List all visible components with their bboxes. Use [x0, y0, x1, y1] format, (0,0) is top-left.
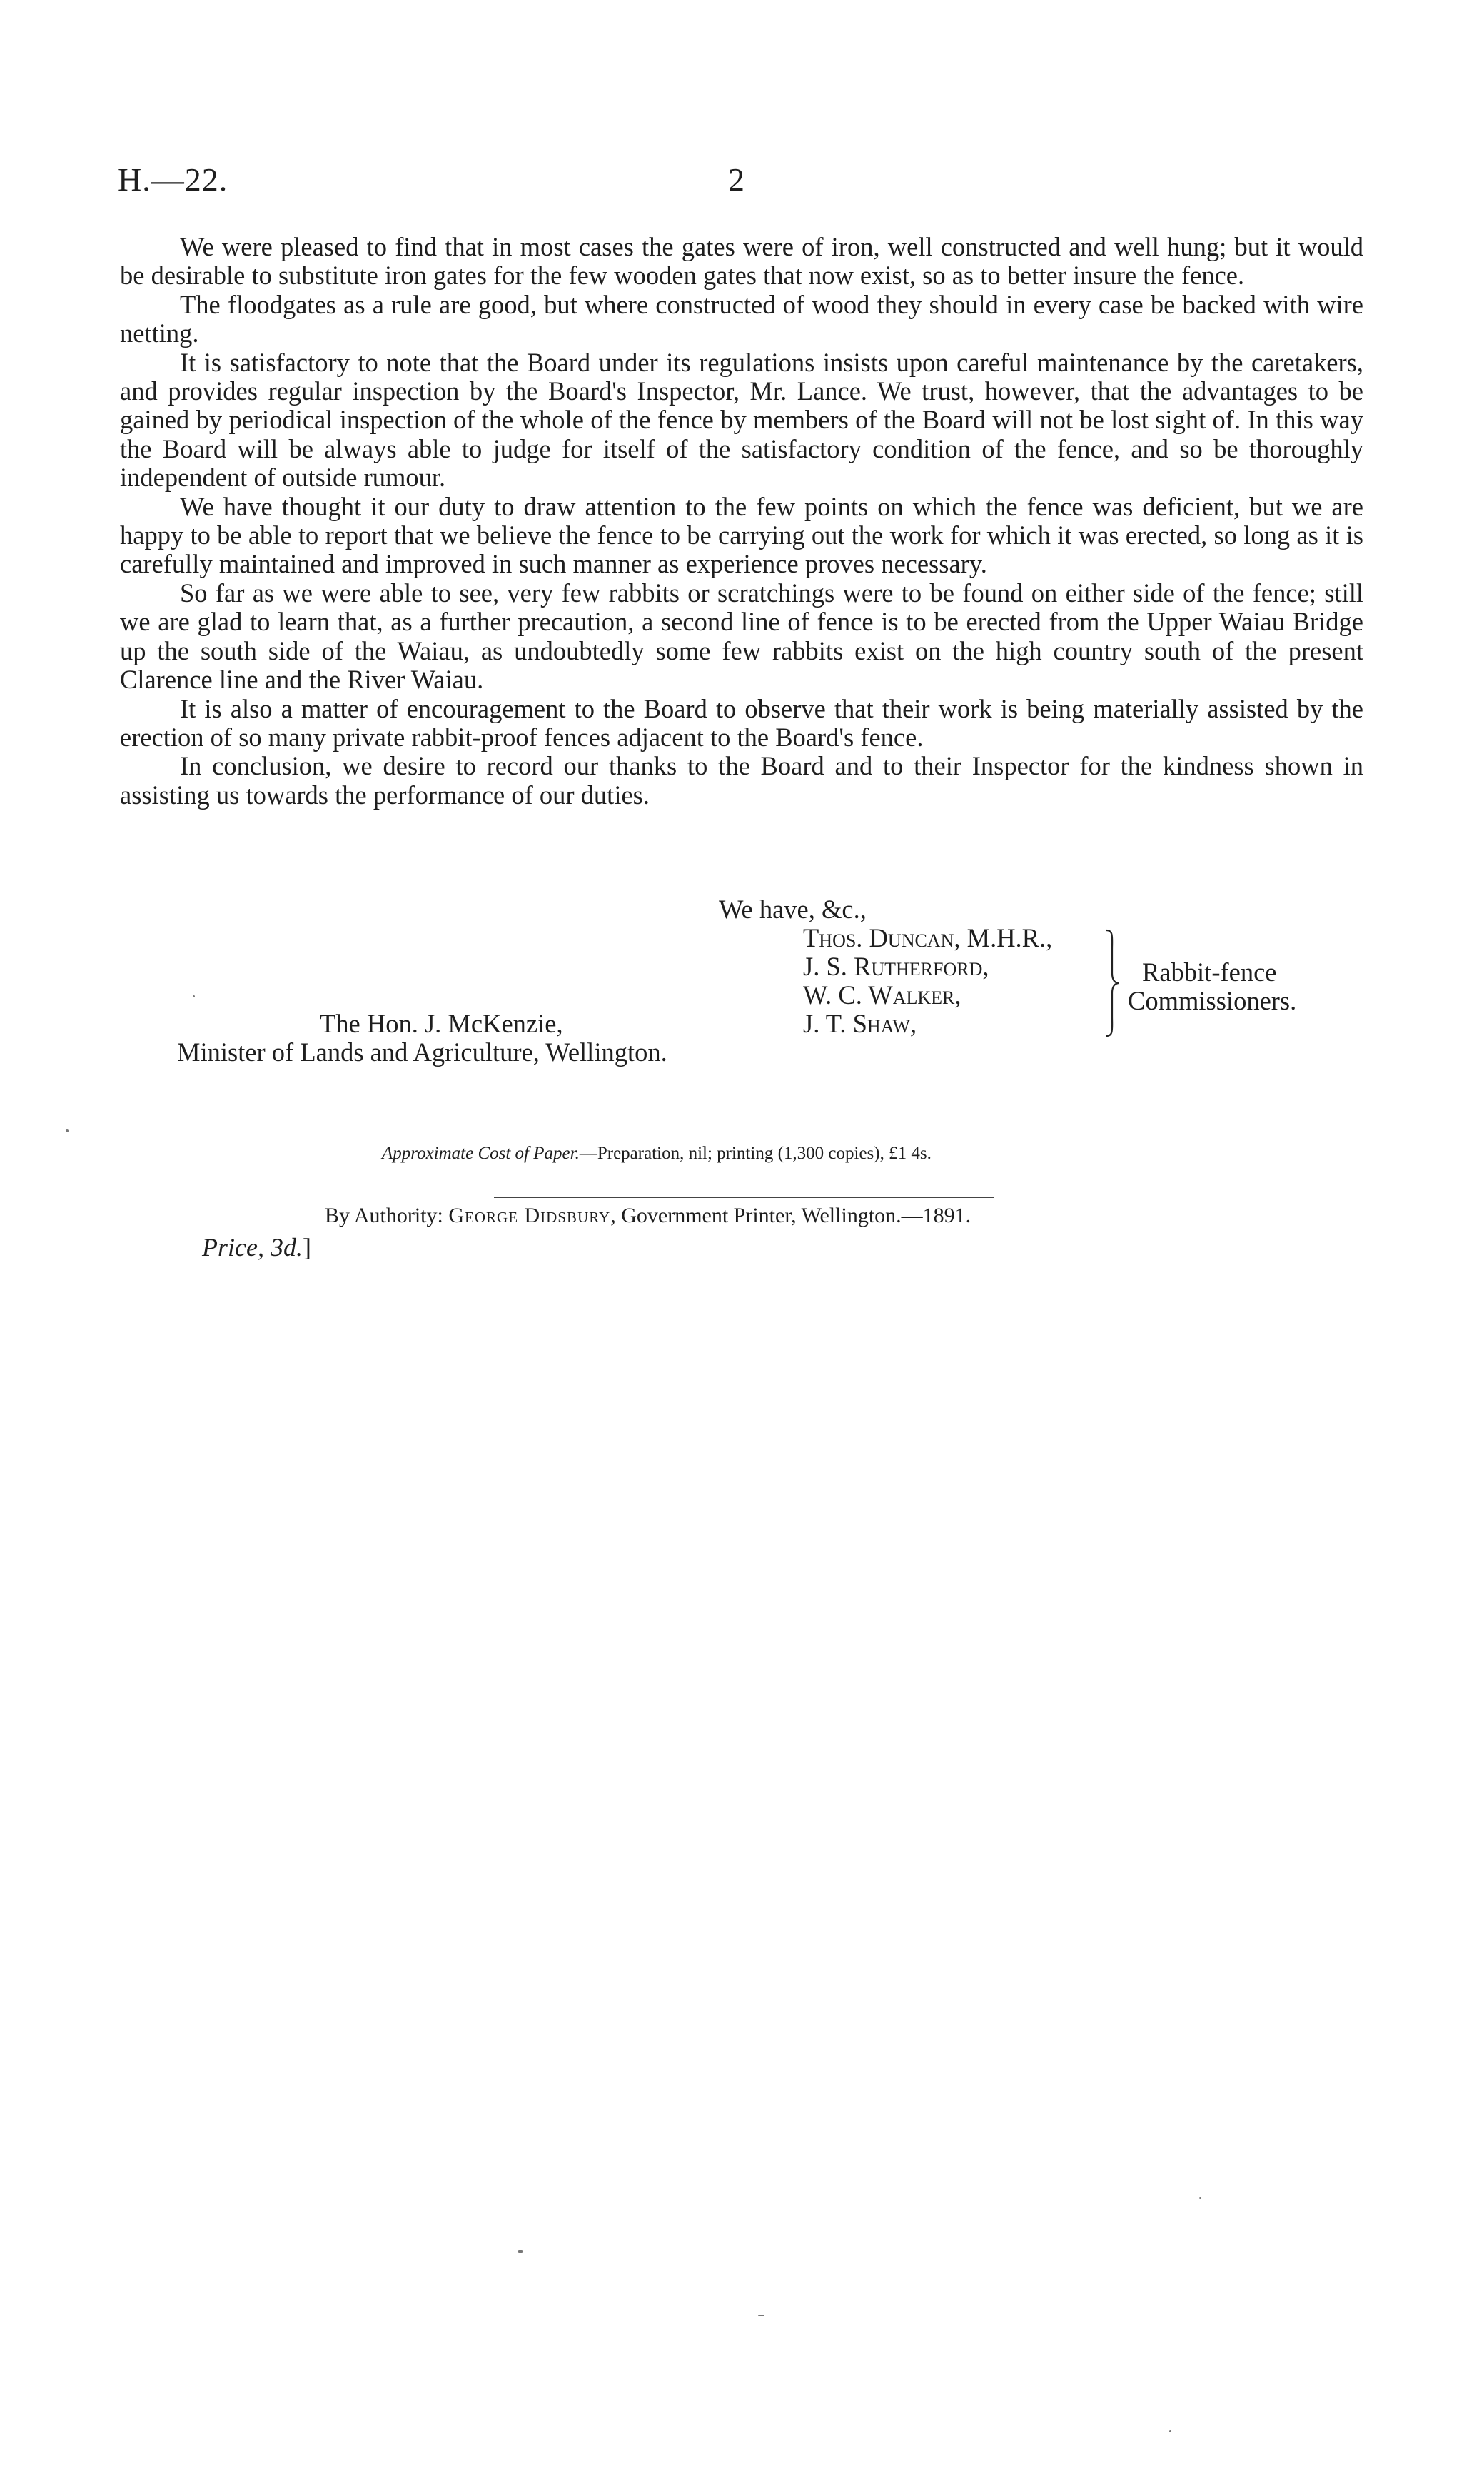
signatory-4: J. T. Shaw,	[803, 1009, 917, 1038]
printing-authority	[325, 1204, 971, 1228]
price	[202, 1232, 311, 1262]
scan-speck	[66, 1129, 69, 1132]
paragraph-encouragement: It is also a matter of encouragement to the Board to observe that their work is being materially assisted by the erection of so many private rabbit-proof fences adjacent to the Board's fence.	[120, 693, 1363, 752]
salutation: We have, &c.,	[719, 895, 867, 924]
price-label: Price, 3d.	[202, 1233, 303, 1262]
authority-suffix: , Government Printer, Wellington.—1891.	[610, 1204, 971, 1227]
signatory-1: Thos. Duncan, M.H.R.,	[803, 923, 1053, 952]
commission-title-line-1: Rabbit-fence	[1142, 957, 1277, 987]
paragraph-floodgates: The floodgates as a rule are good, but where constructed of wood they should in every case be backed with wire netting.	[120, 289, 1363, 348]
addressee-name: The Hon. J. McKenzie,	[320, 1009, 563, 1038]
report-body	[120, 233, 1363, 810]
paragraph-deficiencies: We have thought it our duty to draw attention to the few points on which the fence was deficient, but we are happy to be able to report that we believe the fence to be carrying out the work for which it was erected, so long as it is carefully maintained and improved in such manner as experience proves necessary.	[120, 491, 1363, 579]
scan-speck	[1169, 2430, 1171, 2432]
commission-title-line-2: Commissioners.	[1128, 986, 1297, 1015]
addressee-title: Minister of Lands and Agriculture, Wellington.	[177, 1037, 667, 1067]
paragraph-rabbits: So far as we were able to see, very few rabbits or scratchings were to be found on either side of the fence; still we are glad to learn that, as a further precaution, a second line of fence is to be erected from the Upper Waiau Bridge up the south side of the Waiau, as undoubtedly some few rabbits exist on the high country south of the present Clarence line and the River Waiau.	[120, 578, 1363, 695]
signatory-3: W. C. Walker,	[803, 980, 961, 1010]
scan-speck	[1199, 2197, 1201, 2199]
signatory-2: J. S. Rutherford,	[803, 952, 989, 981]
page-number: 2	[728, 161, 744, 198]
signatory-brace	[1105, 929, 1121, 1037]
scan-speck	[193, 995, 195, 997]
paragraph-gates: We were pleased to find that in most cases the gates were of iron, well constructed and well hung; but it would be desirable to substitute iron gates for the few wooden gates that now exist, so as to better insure the fence.	[120, 232, 1363, 291]
scan-speck	[518, 2250, 523, 2253]
authority-prefix: By Authority:	[325, 1204, 449, 1227]
printer-name: George Didsbury	[448, 1204, 611, 1227]
footer-rule	[494, 1197, 994, 1198]
scan-speck	[758, 2315, 764, 2316]
cost-text: —Preparation, nil; printing (1,300 copies), £1 4s.	[579, 1144, 932, 1163]
paragraph-conclusion: In conclusion, we desire to record our thanks to the Board and to their Inspector for the kindness shown in assisting us towards the performance of our duties.	[120, 751, 1363, 810]
cost-of-paper	[382, 1144, 932, 1164]
paragraph-maintenance: It is satisfactory to note that the Board under its regulations insists upon careful maintenance by the caretakers, and provides regular inspection by the Board's Inspector, Mr. Lance. We trust, however, that the advantages to be gained by periodical inspection of the whole of the fence by members of the Board will not be lost sight of. In this way the Board will be always able to judge for itself of the satisfactory condition of the fence, and so be thoroughly independent of outside rumour.	[120, 347, 1363, 493]
page-code: H.—22.	[118, 161, 228, 198]
price-bracket: ]	[302, 1233, 311, 1262]
cost-label: Approximate Cost of Paper.	[382, 1144, 580, 1163]
